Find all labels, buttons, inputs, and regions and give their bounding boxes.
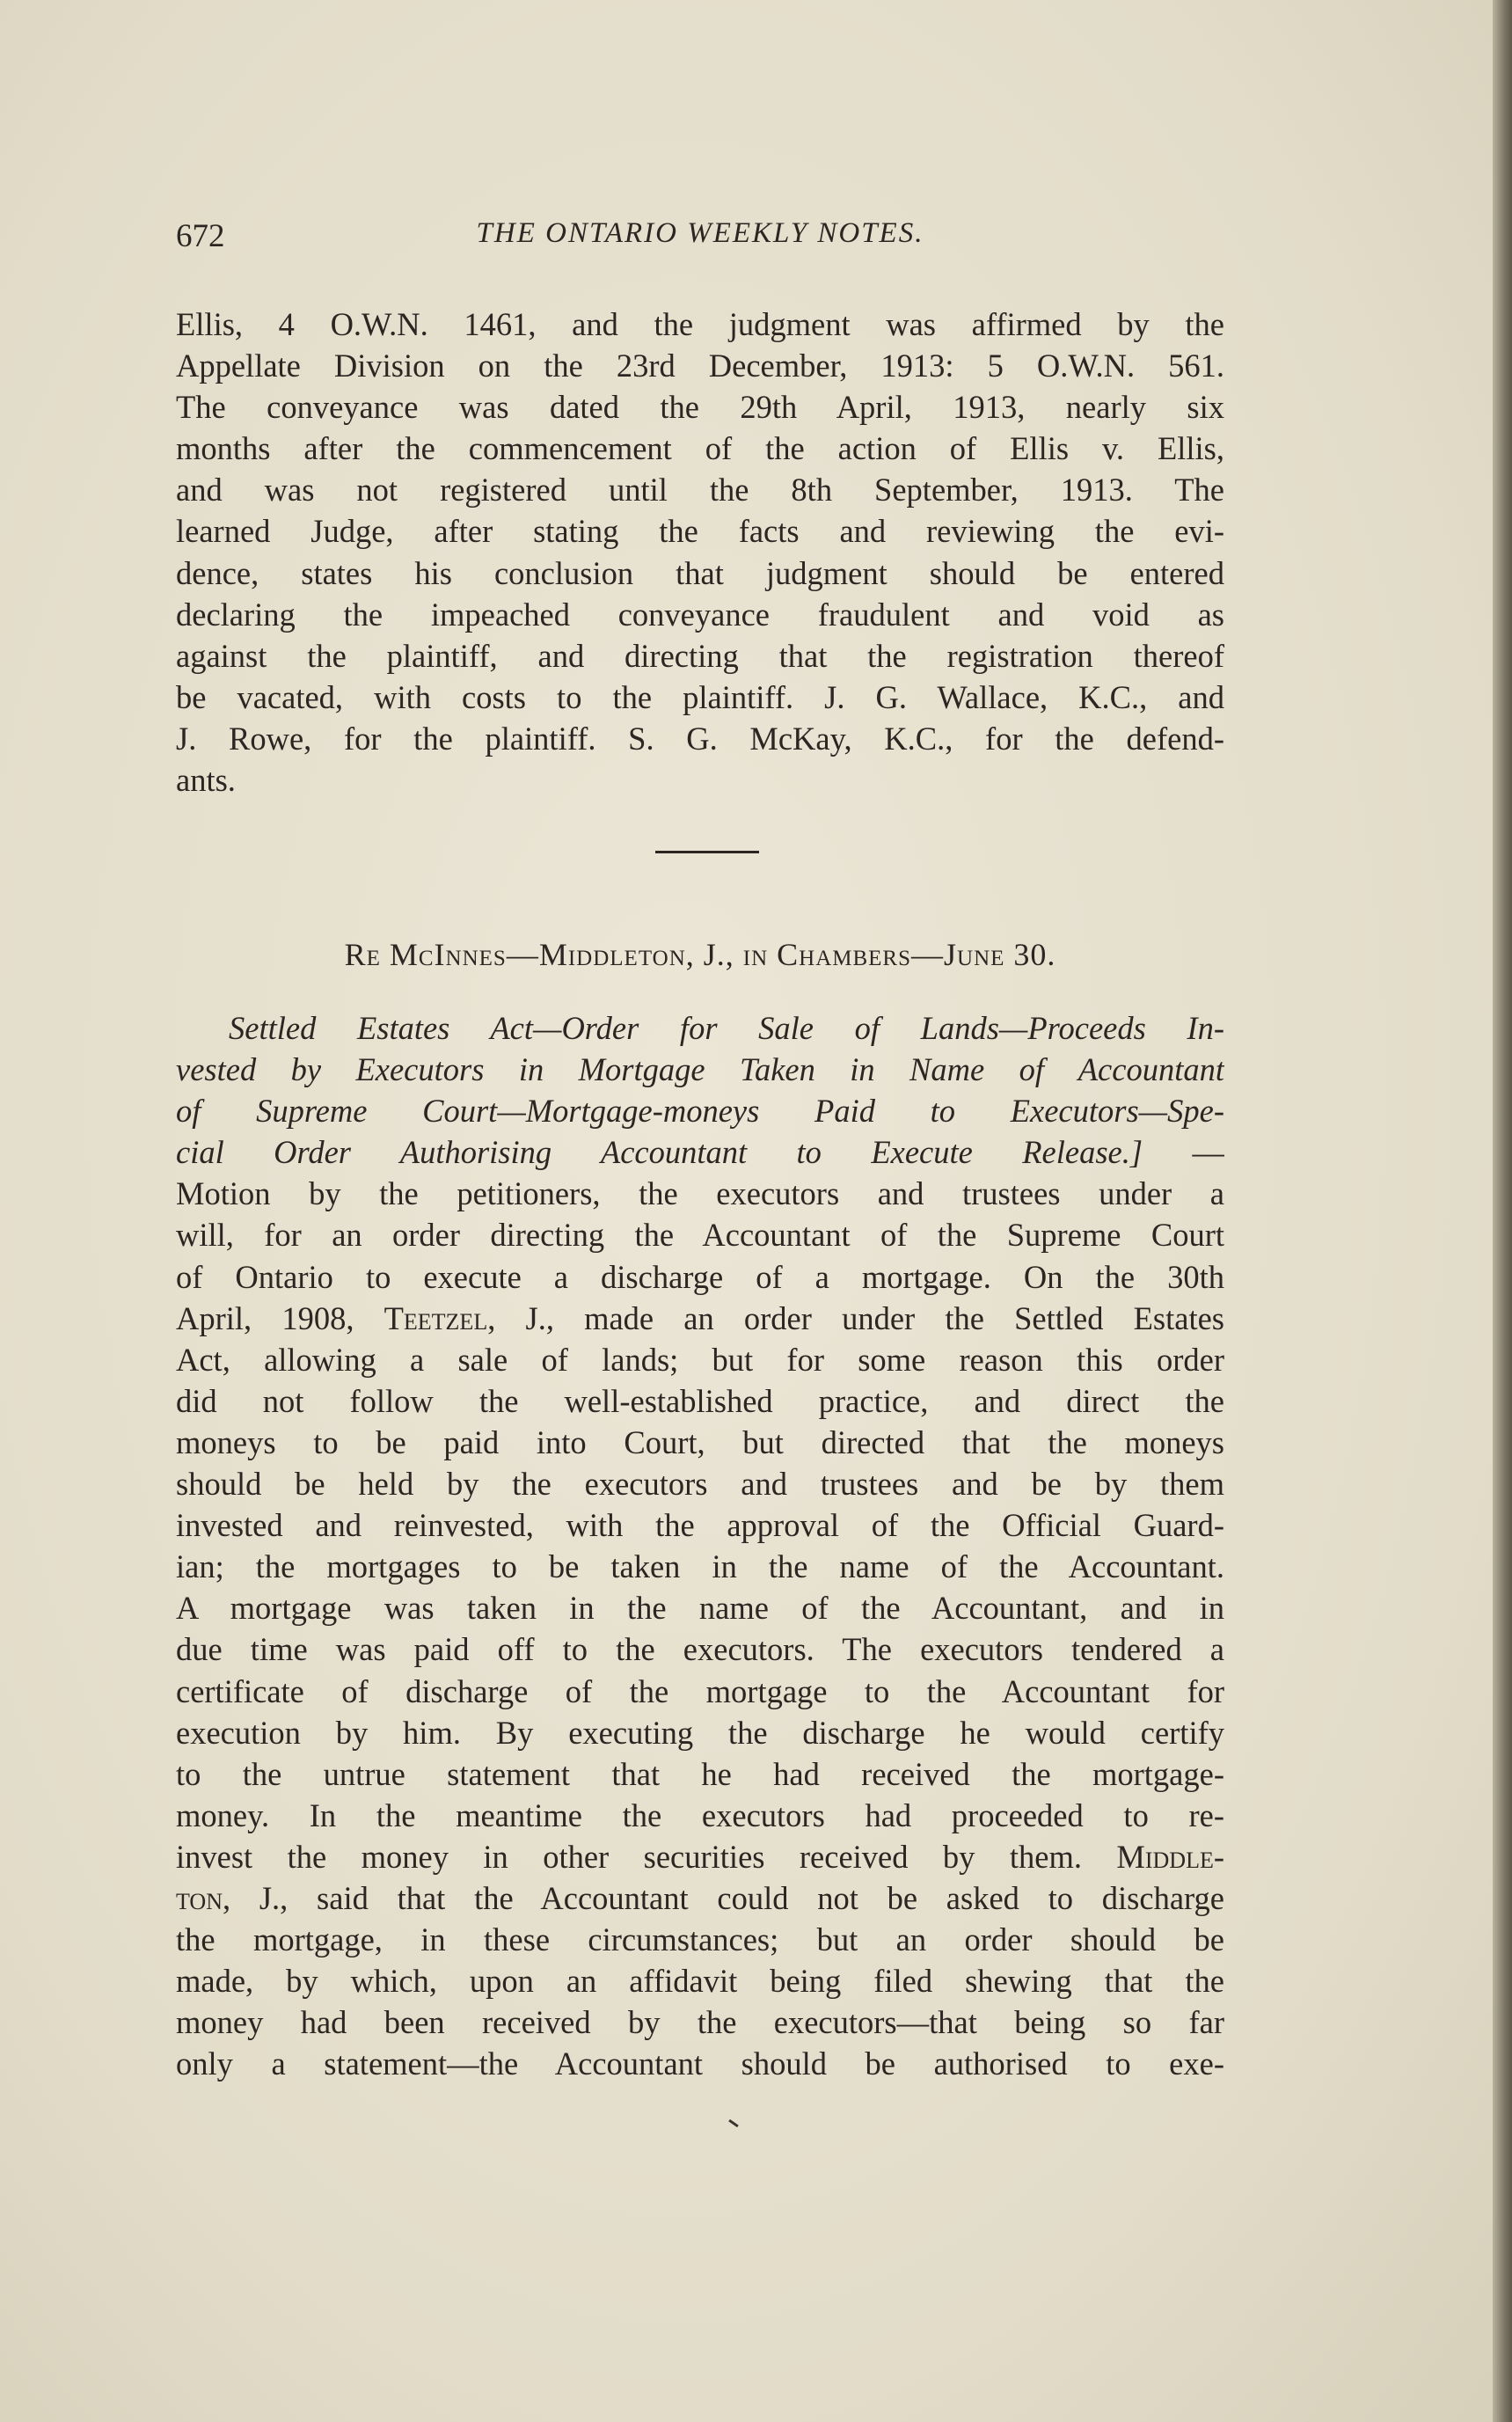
judge-name: Teetzel: [383, 1299, 488, 1336]
body-line: ton, J., said that the Accountant could not be asked to discharge: [176, 1879, 1224, 1916]
judge-name: Middle-: [1116, 1838, 1224, 1875]
text-line: Appellate Division on the 23rd December, 1913: 5 O.W.N. 561.: [176, 348, 1224, 384]
text-line: dence, states his conclusion that judgment should be entered: [176, 554, 1224, 591]
text-line: be vacated, with costs to the plaintiff. J. G. Wallace, K.C., and: [176, 678, 1224, 715]
text-line: The conveyance was dated the 29th April, 1913, nearly six: [176, 389, 1224, 426]
body-line: the mortgage, in these circumstances; but an order should be: [176, 1921, 1224, 1958]
body-line: should be held by the executors and trustees and be by them: [176, 1466, 1224, 1503]
text-line: Ellis, 4 O.W.N. 1461, and the judgment was affirmed by the: [176, 306, 1224, 342]
body-line: made, by which, upon an affidavit being filed shewing that the: [176, 1963, 1224, 2000]
headnote-line: vested by Executors in Mortgage Taken in Name of Accountant: [176, 1051, 1224, 1088]
body-line: of Ontario to execute a discharge of a mortgage. On the 30th: [176, 1258, 1224, 1295]
text-line: months after the commencement of the action of Ellis v. Ellis,: [176, 430, 1224, 467]
body-line: will, for an order directing the Accountant of the Supreme Court: [176, 1217, 1224, 1254]
page-header: [176, 217, 1224, 261]
body-line: certificate of discharge of the mortgage to the Accountant for: [176, 1672, 1224, 1709]
body-line: Act, allowing a sale of lands; but for some reason this order: [176, 1341, 1224, 1378]
body-line: moneys to be paid into Court, but directed that the moneys: [176, 1423, 1224, 1460]
body-line: Motion by the petitioners, the executors and trustees under a: [176, 1175, 1224, 1212]
body-line: execution by him. By executing the discharge he would certify: [176, 1714, 1224, 1751]
text-line: J. Rowe, for the plaintiff. S. G. McKay, K.C., for the defend-: [176, 720, 1224, 757]
text-line: declaring the impeached conveyance fraudulent and void as: [176, 596, 1224, 633]
page-edge: [1493, 0, 1512, 2422]
body-line: invested and reinvested, with the approval of the Official Guard-: [176, 1507, 1224, 1544]
body-line: due time was paid off to the executors. The executors tendered a: [176, 1631, 1224, 1668]
body-line: money had been received by the executors—that being so far: [176, 2004, 1224, 2041]
headnote-line: cial Order Authorising Accountant to Execute Release.] —: [176, 1134, 1224, 1171]
section-divider: [655, 851, 759, 853]
running-title: THE ONTARIO WEEKLY NOTES.: [476, 217, 924, 249]
text-line: and was not registered until the 8th September, 1913. The: [176, 472, 1224, 509]
body-line: only a statement—the Accountant should be authorised to exe-: [176, 2045, 1224, 2082]
case-report: [176, 1007, 1224, 2084]
text-line: against the plaintiff, and directing that the registration thereof: [176, 637, 1224, 674]
page-number: 672: [176, 218, 225, 254]
body-line: invest the money in other securities received by them. Middle-: [176, 1838, 1224, 1875]
body-line: money. In the meantime the executors had proceeded to re-: [176, 1796, 1224, 1833]
body-line: A mortgage was taken in the name of the Accountant, and in: [176, 1590, 1224, 1627]
body-line: April, 1908, Teetzel, J., made an order under the Settled Estates: [176, 1299, 1224, 1336]
text-line: learned Judge, after stating the facts and reviewing the evi-: [176, 513, 1224, 550]
headnote-line: of Supreme Court—Mortgage-moneys Paid to Executors—Spe-: [176, 1093, 1224, 1130]
body-line: to the untrue statement that he had received the mortgage-: [176, 1755, 1224, 1792]
text-line: ants.: [176, 762, 236, 799]
case-heading: Re McInnes—Middleton, J., in Chambers—June 30.: [344, 937, 1056, 972]
body-line: did not follow the well-established practice, and direct the: [176, 1382, 1224, 1419]
headnote-line: Settled Estates Act—Order for Sale of Lands—Proceeds In-: [229, 1010, 1224, 1046]
upper-paragraph: [176, 304, 1224, 801]
body-line: ian; the mortgages to be taken in the name of the Accountant.: [176, 1548, 1224, 1585]
